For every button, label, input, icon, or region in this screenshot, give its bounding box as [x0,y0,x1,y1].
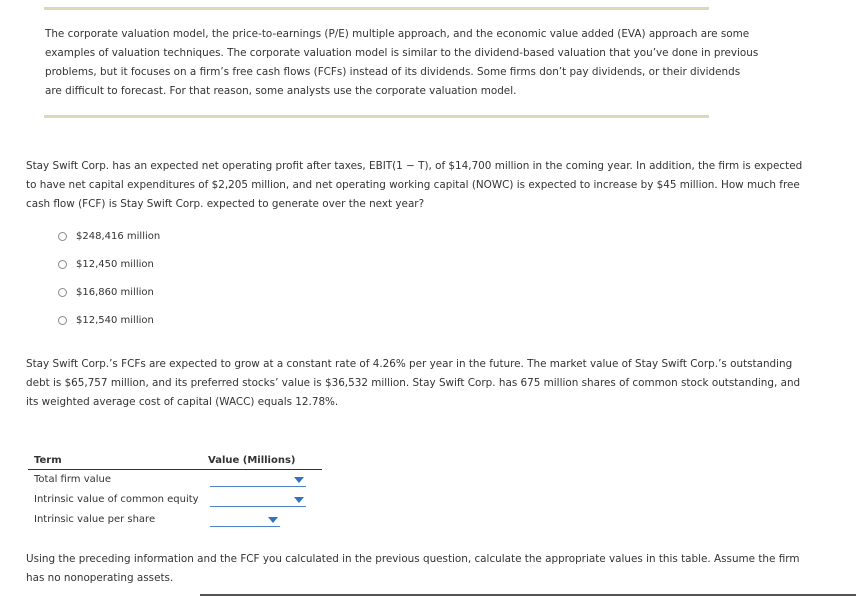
table-row [28,470,322,490]
question2-line: Stay Swift Corp.’s FCFs are expected to grow at a constant rate of 4.26% per year in the future. The market value of Stay Swift Corp.’s outstanding [26,358,793,370]
answer-option-label: $12,450 million [76,259,154,270]
row-term: Intrinsic value of common equity [34,494,199,505]
intro-bottom-rule [44,115,709,118]
header-value: Value (Millions) [208,455,296,466]
intro-line: The corporate valuation model, the price-to-earnings (P/E) multiple approach, and the economic value added (EVA) approach are some [45,28,750,40]
row-term: Intrinsic value per share [34,514,156,525]
answer-option-1[interactable] [58,231,160,242]
question1-line: to have net capital expenditures of $2,205 million, and net operating working capital (NOWC) is expected to increase by $45 million. How much free [26,179,800,191]
instructions-line: has no nonoperating assets. [26,572,174,584]
answer-option-label: $12,540 million [76,315,154,326]
table-header [28,453,322,470]
intrinsic-equity-dropdown[interactable] [210,493,306,507]
question1-line: cash flow (FCF) is Stay Swift Corp. expected to generate over the next year? [26,198,425,210]
table-row [28,510,322,530]
total-firm-value-dropdown[interactable] [210,473,306,487]
answer-option-2[interactable] [58,259,154,270]
question2-line: its weighted average cost of capital (WACC) equals 12.78%. [26,396,339,408]
radio-button[interactable] [58,232,67,241]
intro-line: are difficult to forecast. For that reason, some analysts use the corporate valuation model. [45,85,517,97]
intrinsic-value-per-share-dropdown[interactable] [210,513,280,527]
instructions-line: Using the preceding information and the FCF you calculated in the previous question, calculate the appropriate values in this table. Assume the firm [26,553,800,565]
answer-option-4[interactable] [58,315,154,326]
table-row [28,490,322,510]
answer-option-label: $16,860 million [76,287,154,298]
valuation-table [28,453,322,530]
intro-paragraph [45,25,758,101]
radio-button[interactable] [58,260,67,269]
instructions-text [26,550,799,588]
intro-line: problems, but it focuses on a firm’s free cash flows (FCFs) instead of its dividends. Some firms don’t pay dividends, or their dividends [45,66,741,78]
chevron-down-icon[interactable] [268,517,278,523]
intro-top-rule [44,7,709,10]
intro-line: examples of valuation techniques. The corporate valuation model is similar to the dividend-based valuation that you’ve done in previous [45,47,759,59]
answer-option-label: $248,416 million [76,231,161,242]
radio-button[interactable] [58,316,67,325]
question1-line: Stay Swift Corp. has an expected net operating profit after taxes, EBIT(1 − T), of $14,700 million in the coming year. In addition, the firm is expected [26,160,803,172]
chevron-down-icon[interactable] [294,497,304,503]
radio-button[interactable] [58,288,67,297]
row-term: Total firm value [34,474,112,485]
question2-line: debt is $65,757 million, and its preferred stocks’ value is $36,532 million. Stay Swift Corp. has 675 million shares of common stock outstanding, and [26,377,801,389]
answer-option-3[interactable] [58,287,154,298]
question1-text [26,157,802,214]
header-term: Term [34,455,62,466]
chevron-down-icon[interactable] [294,477,304,483]
question2-text [26,355,800,412]
